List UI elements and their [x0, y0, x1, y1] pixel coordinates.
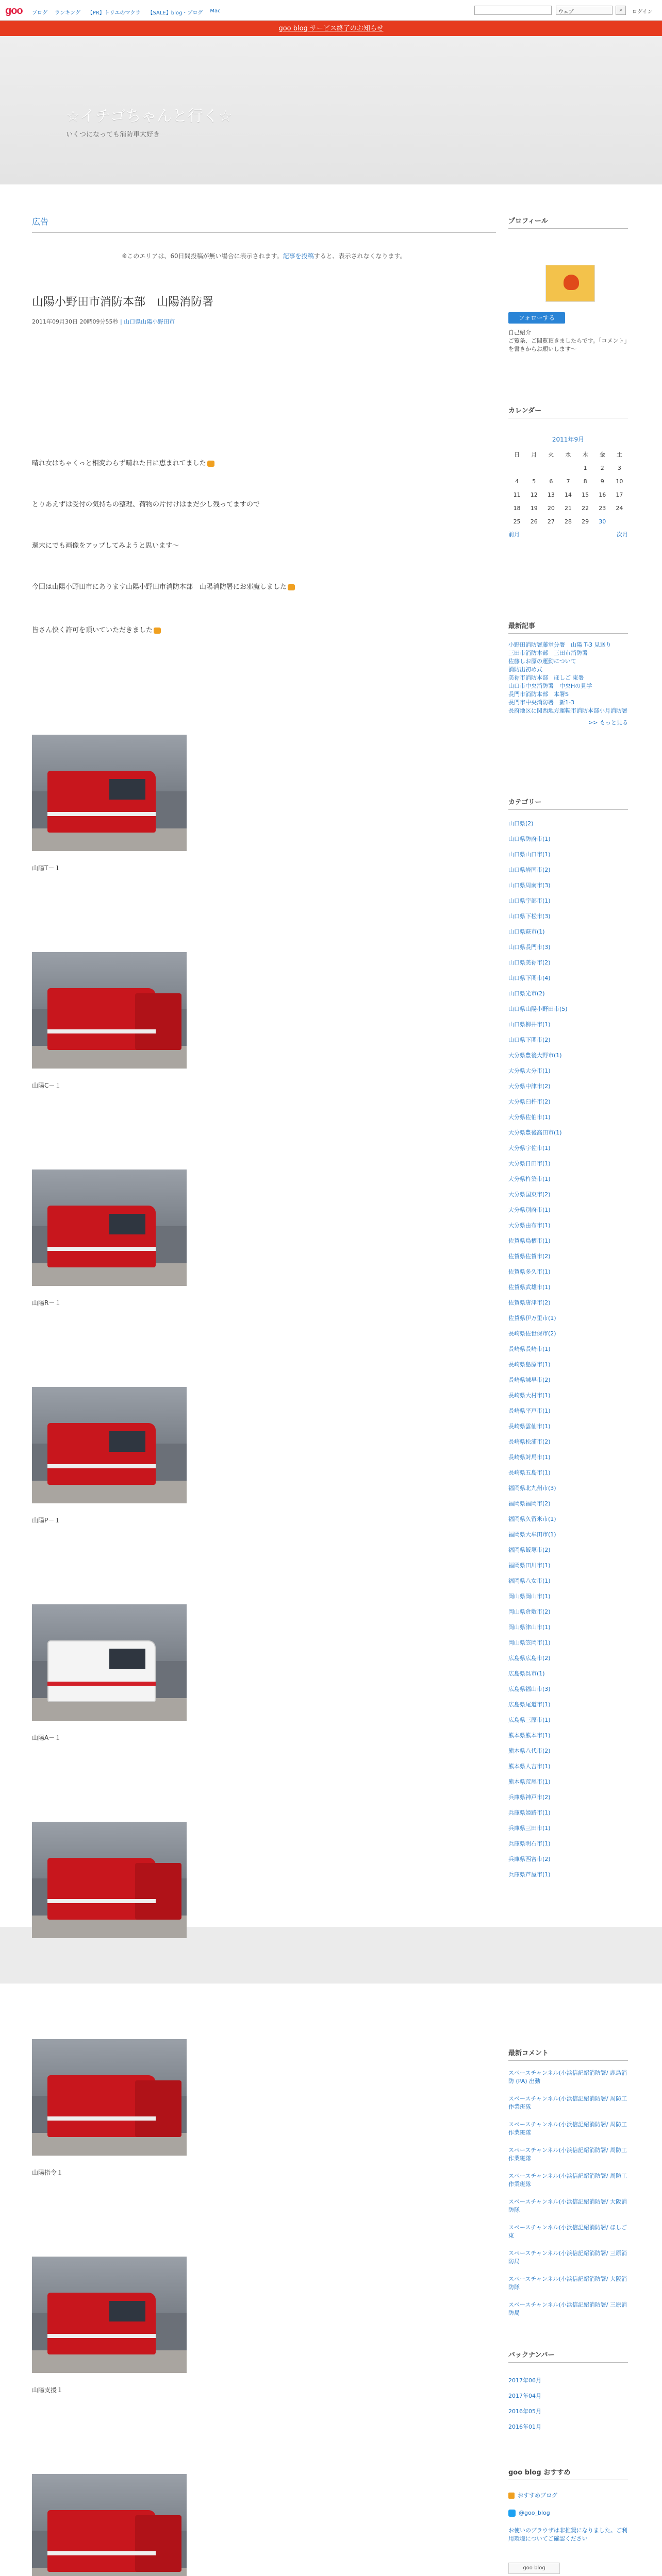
follow-button[interactable]: フォローする: [508, 312, 565, 324]
top-link-blog[interactable]: ブログ: [32, 10, 47, 16]
recent-comment-link[interactable]: スペースチャンネル(小浜信記紹消防署/ 大阪消防隊: [508, 2198, 627, 2213]
category-link[interactable]: 大分県豊後大野市(1): [508, 1052, 562, 1059]
calendar-day: 25: [513, 518, 521, 525]
category-link[interactable]: 大分県日田市(1): [508, 1160, 551, 1167]
sidebar: [508, 215, 628, 2571]
browser-note-link[interactable]: お使いのブラウザは非推奨になりました。ご利用環境についてご確認ください: [508, 2527, 627, 2542]
photo-sanyo-t1[interactable]: [32, 735, 187, 851]
photo-sanyo-disaster[interactable]: [32, 2474, 187, 2576]
twitter-link[interactable]: @goo_blog: [519, 2510, 550, 2516]
category-link[interactable]: 兵庫県芦屋市(1): [508, 1871, 551, 1878]
emoji-icon: [154, 628, 161, 634]
category-link[interactable]: 山口県宇部市(1): [508, 897, 551, 904]
category-link[interactable]: 大分県中津市(2): [508, 1083, 551, 1090]
backnumber-heading: バックナンバー: [508, 2349, 628, 2363]
category-link[interactable]: 長崎県五島市(1): [508, 1469, 551, 1476]
calendar-day: 24: [616, 504, 623, 512]
ad-heading: 広告: [32, 215, 496, 233]
photo-caption: 山陽指令１: [32, 2169, 63, 2176]
calendar-day: [525, 461, 542, 474]
calendar-day: 27: [547, 518, 555, 525]
main-column: [32, 215, 496, 326]
category-link[interactable]: 長崎県雲仙市(1): [508, 1423, 551, 1430]
calendar-day: [559, 461, 576, 474]
recent-comment-link[interactable]: スペースチャンネル(小浜信記紹消防署/ ほしご東: [508, 2224, 627, 2239]
category-link[interactable]: 山口県光市(2): [508, 990, 545, 997]
category-link[interactable]: 大分県大分市(1): [508, 1067, 551, 1074]
calendar-day: 19: [530, 504, 538, 512]
profile-about: [508, 329, 628, 353]
recent-post-link[interactable]: 小野田消防署藤堂分署 山陽 T-3 見送り: [508, 641, 611, 648]
calendar-day: 23: [599, 504, 606, 512]
recent-comment-link[interactable]: スペースチャンネル(小浜信記紹消防署/ 周防工作業班隊: [508, 2147, 627, 2162]
blog-title[interactable]: ☆イチゴちゃんと行く☆: [66, 107, 233, 125]
service-end-notice-link[interactable]: goo blog サービス終了のお知らせ: [278, 25, 384, 32]
calendar-day: 10: [616, 478, 623, 485]
paragraph-3: 週末にでも画像をアップしてみようと思います〜: [32, 542, 179, 550]
category-link[interactable]: 兵庫県三田市(1): [508, 1825, 551, 1832]
category-link[interactable]: 広島県尾道市(1): [508, 1701, 551, 1708]
category-link[interactable]: 佐賀県伊万里市(1): [508, 1315, 556, 1321]
paragraph-4-text: 今回は山陽小野田市にあります山陽小野田市消防本部 山陽消防署にお邪魔しました: [32, 583, 287, 591]
category-link[interactable]: 長崎県諫早市(2): [508, 1377, 551, 1383]
recent-post-link[interactable]: 山口市中央消防署 中央Hの見学: [508, 683, 592, 689]
category-link[interactable]: 山口県下関市(4): [508, 975, 551, 981]
category-link[interactable]: 大分県臼杵市(2): [508, 1098, 551, 1105]
recent-post-link[interactable]: 長府地区に関西地方運転市消防本部小月消防署: [508, 707, 627, 714]
category-link[interactable]: 長崎県佐世保市(2): [508, 1330, 556, 1337]
category-link[interactable]: 大分県豊後高田市(1): [508, 1129, 562, 1136]
category-link[interactable]: 大分県佐伯市(1): [508, 1114, 551, 1121]
paragraph-5: [32, 624, 161, 634]
profile-avatar[interactable]: [545, 265, 595, 302]
photo-caption: 山陽支援１: [32, 2386, 63, 2394]
calendar-day: 9: [600, 478, 604, 485]
calendar-table: [508, 448, 628, 528]
category-link[interactable]: 佐賀県多久市(1): [508, 1268, 551, 1275]
category-link[interactable]: 岡山県岡山市(1): [508, 1593, 551, 1600]
top-links: [32, 8, 221, 16]
recent-post-link[interactable]: 長門市中央消防署 新1-3: [508, 699, 574, 706]
category-link[interactable]: 山口県長門市(3): [508, 944, 551, 951]
category-link[interactable]: 岡山県津山市(1): [508, 1624, 551, 1631]
category-link[interactable]: 長崎県松浦市(2): [508, 1438, 551, 1445]
service-notice-bar: [0, 21, 662, 36]
category-link[interactable]: 佐賀県佐賀市(2): [508, 1253, 551, 1260]
category-link[interactable]: 熊本県熊本市(1): [508, 1732, 551, 1739]
calendar-day: 26: [530, 518, 538, 525]
calendar: [508, 435, 628, 538]
recent-comment-link[interactable]: スペースチャンネル(小浜信記紹消防署/ 周防工作業班隊: [508, 2173, 627, 2188]
category-link[interactable]: 佐賀県唐津市(2): [508, 1299, 551, 1306]
calendar-day: 22: [582, 504, 589, 512]
category-link[interactable]: 広島県三原市(1): [508, 1717, 551, 1723]
category-link[interactable]: 山口県山口市(1): [508, 851, 551, 858]
category-link[interactable]: 熊本県八代市(2): [508, 1748, 551, 1754]
top-link-sale[interactable]: 【SALE】blog・ブログ: [147, 10, 203, 16]
recent-comment-link[interactable]: スペースチャンネル(小浜信記紹消防署/ 周防工作業班隊: [508, 2121, 627, 2136]
calendar-day: 15: [582, 491, 589, 498]
category-link[interactable]: 山口県周南市(3): [508, 882, 551, 889]
backnumber-link[interactable]: 2017年04月: [508, 2393, 541, 2399]
calendar-weekday: 木: [582, 451, 588, 458]
photo-sanyo-support1[interactable]: [32, 2257, 187, 2373]
calendar-weekday: 日: [514, 451, 520, 458]
blog-description: いくつになっても消防車大好き: [66, 131, 160, 139]
category-link[interactable]: 広島県呉市(1): [508, 1670, 545, 1677]
calendar-day: 28: [564, 518, 572, 525]
top-link-ranking[interactable]: ランキング: [55, 10, 80, 16]
recent-comment-link[interactable]: スペースチャンネル(小浜信記紹消防署/ 大阪消防隊: [508, 2276, 627, 2291]
search-icon: ⌕: [619, 7, 622, 13]
paragraph-1-text: 晴れ女はちゃくっと相変わらず晴れた日に恵まれてました: [32, 460, 206, 467]
category-link[interactable]: 広島県福山市(3): [508, 1686, 551, 1692]
photo-sanyo-p1[interactable]: [32, 1387, 187, 1503]
top-search-input[interactable]: [474, 6, 552, 15]
recent-post-link[interactable]: 長門市消防本部 本署S: [508, 691, 569, 698]
photo-sanyo-c1[interactable]: [32, 952, 187, 1069]
emoji-icon: [207, 461, 214, 467]
profile-about-text: ご覧条、ご閲覧頂きましたらです。「コメント」を書きからお願いします〜: [508, 337, 627, 352]
category-heading: カテゴリー: [508, 796, 628, 810]
recent-comment-link[interactable]: スペースチャンネル(小浜信記紹消防署/ 鹿島消防 (PA) 出動: [508, 2070, 627, 2084]
recommend-section: [508, 2492, 628, 2543]
category-link[interactable]: 山口県防府市(1): [508, 836, 551, 842]
post-article-link[interactable]: 記事を投稿: [283, 252, 314, 260]
calendar-day: 2: [600, 464, 604, 471]
photo-truck[interactable]: [32, 1822, 187, 1938]
paragraph-1: [32, 457, 214, 467]
photo-caption: 山陽T－１: [32, 865, 61, 872]
recommend-heading: goo blog おすすめ: [508, 2467, 628, 2480]
photo-caption: 山陽P－１: [32, 1517, 61, 1524]
category-link[interactable]: 長崎県島原市(1): [508, 1361, 551, 1368]
category-link[interactable]: 兵庫県神戸市(2): [508, 1794, 551, 1801]
calendar-day: 14: [564, 491, 572, 498]
post-category-link[interactable]: 山口県山陽小野田市: [124, 318, 175, 325]
calendar-day: 20: [547, 504, 555, 512]
category-link[interactable]: 熊本県荒尾市(1): [508, 1778, 551, 1785]
category-link[interactable]: 兵庫県明石市(1): [508, 1840, 551, 1847]
calendar-day: 1: [583, 464, 587, 471]
recent-posts-list: [508, 641, 628, 726]
category-link[interactable]: 大分県由布市(1): [508, 1222, 551, 1229]
photo-caption: 山陽R－１: [32, 1299, 61, 1307]
star-icon: [508, 2493, 515, 2499]
fire-icon: [564, 275, 579, 290]
post-title[interactable]: 山陽小野田市消防本部 山陽消防署: [32, 296, 214, 309]
calendar-prev-link[interactable]: 前月: [508, 531, 520, 538]
category-link[interactable]: 熊本県人吉市(1): [508, 1763, 551, 1770]
category-link[interactable]: 長崎県大村市(1): [508, 1392, 551, 1399]
recent-post-link[interactable]: 三田市消防本部 三田市消防署: [508, 650, 588, 656]
calendar-day: 3: [617, 464, 621, 471]
photo-caption: 山陽A－１: [32, 1734, 61, 1741]
login-link[interactable]: ログイン: [632, 9, 653, 15]
post-date: 2011年09月30日 20時09分55秒: [32, 318, 119, 325]
calendar-day: [611, 515, 628, 528]
top-navigation-bar: [0, 0, 662, 21]
photo-caption: 山陽C－１: [32, 1082, 61, 1089]
recent-post-link[interactable]: 消防出初め式: [508, 666, 542, 673]
top-link-pr[interactable]: 【PR】トリエのマクラ: [87, 10, 141, 16]
backnumber-link[interactable]: 2016年01月: [508, 2424, 541, 2430]
backnumber-list: [508, 2373, 628, 2435]
category-link[interactable]: 山口県岩国市(2): [508, 867, 551, 873]
calendar-day: 17: [616, 491, 623, 498]
recent-posts-heading: 最新記事: [508, 620, 628, 634]
category-link[interactable]: 山口県下松市(3): [508, 913, 551, 920]
calendar-next-link[interactable]: 次月: [617, 531, 628, 538]
calendar-weekday: 月: [531, 451, 537, 458]
calendar-day: 16: [599, 491, 606, 498]
recent-comments-heading: 最新コメント: [508, 2047, 628, 2061]
category-link[interactable]: 広島県広島市(2): [508, 1655, 551, 1662]
category-link[interactable]: 大分県国東市(2): [508, 1191, 551, 1198]
category-link[interactable]: 岡山県倉敷市(2): [508, 1608, 551, 1615]
category-link[interactable]: 山口県柳井市(1): [508, 1021, 551, 1028]
category-link[interactable]: 佐賀県鳥栖市(1): [508, 1238, 551, 1244]
search-type-select[interactable]: ウェブ: [556, 6, 613, 15]
blog-header: [0, 36, 662, 184]
recent-comment-link[interactable]: スペースチャンネル(小浜信記紹消防署/ 三原消防局: [508, 2301, 627, 2316]
category-link[interactable]: 福岡県田川市(1): [508, 1562, 551, 1569]
calendar-day: 7: [566, 478, 570, 485]
paragraph-5-text: 皆さん快く許可を頂いていただきました: [32, 626, 153, 634]
ad-note-before: ※このエリアは、60日間投稿が無い場合に表示されます。: [122, 252, 283, 260]
emoji-icon: [288, 584, 295, 590]
category-link[interactable]: 長崎県長崎市(1): [508, 1346, 551, 1352]
recommend-blog-link[interactable]: おすすめブログ: [518, 2492, 558, 2499]
category-link[interactable]: 大分県杵築市(1): [508, 1176, 551, 1182]
calendar-day: 6: [549, 478, 553, 485]
recent-comment-link[interactable]: スペースチャンネル(小浜信記紹消防署/ 周防工作業班隊: [508, 2095, 627, 2110]
category-link[interactable]: 兵庫県西宮市(2): [508, 1856, 551, 1862]
ad-note-after: すると、表示されなくなります。: [313, 252, 406, 260]
recent-comment-link[interactable]: スペースチャンネル(小浜信記紹消防署/ 三原消防局: [508, 2250, 627, 2265]
calendar-month[interactable]: 2011年9月: [552, 436, 585, 443]
profile-about-label: 自己紹介: [508, 329, 531, 336]
calendar-day: 8: [583, 478, 587, 485]
category-link[interactable]: 大分県宇佐市(1): [508, 1145, 551, 1151]
category-link[interactable]: 福岡県北九州市(3): [508, 1485, 556, 1492]
category-link[interactable]: 山口県山陽小野田市(5): [508, 1006, 568, 1012]
backnumber-link[interactable]: 2016年05月: [508, 2408, 541, 2415]
category-link[interactable]: 福岡県飯塚市(2): [508, 1547, 551, 1553]
category-link[interactable]: 佐賀県武雄市(1): [508, 1284, 551, 1291]
category-link[interactable]: 山口県美祢市(2): [508, 959, 551, 966]
search-button[interactable]: [616, 6, 626, 15]
calendar-heading: カレンダー: [508, 405, 628, 418]
calendar-day: 12: [530, 491, 538, 498]
recent-post-link[interactable]: 佐藤しお原の運動について: [508, 658, 576, 665]
ad-note: [32, 251, 496, 260]
twitter-item[interactable]: [508, 2509, 628, 2517]
photo-sanyo-command1[interactable]: [32, 2039, 187, 2156]
calendar-day: [508, 461, 525, 474]
category-link[interactable]: 兵庫県姫路市(1): [508, 1809, 551, 1816]
post-meta: 2011年09月30日 20時09分55秒 | 山口県山陽小野田市: [32, 318, 175, 325]
recent-more-link[interactable]: >> もっと見る: [588, 719, 628, 726]
goo-logo[interactable]: goo: [5, 5, 23, 16]
calendar-nav: [508, 530, 628, 538]
photo-sanyo-a1[interactable]: [32, 1604, 187, 1721]
category-link[interactable]: 長崎県平戸市(1): [508, 1408, 551, 1414]
calendar-weekday: 水: [565, 451, 571, 458]
category-link[interactable]: 福岡県久留米市(1): [508, 1516, 556, 1522]
category-link[interactable]: 大分県別府市(1): [508, 1207, 551, 1213]
calendar-weekday: 土: [616, 451, 622, 458]
calendar-day: 4: [515, 478, 519, 485]
backnumber-link[interactable]: 2017年06月: [508, 2377, 541, 2384]
paragraph-4: [32, 581, 295, 591]
calendar-day: 13: [547, 491, 555, 498]
recent-post-link[interactable]: 美祢市消防本部 ほしご 東署: [508, 674, 584, 681]
recent-comments-list: [508, 2069, 628, 2327]
calendar-day: [542, 461, 559, 474]
calendar-weekday: 火: [548, 451, 554, 458]
calendar-day: 18: [513, 504, 521, 512]
category-link[interactable]: 山口県下関市(2): [508, 1037, 551, 1043]
category-link[interactable]: 岡山県笠岡市(1): [508, 1639, 551, 1646]
calendar-day: 5: [532, 478, 536, 485]
category-link[interactable]: 山口県(2): [508, 820, 534, 827]
category-link[interactable]: 長崎県対馬市(1): [508, 1454, 551, 1461]
category-list: [508, 816, 628, 1883]
profile-heading: プロフィール: [508, 215, 628, 229]
calendar-day-link[interactable]: 30: [599, 518, 606, 525]
goo-blog-badge[interactable]: goo blog: [508, 2563, 560, 2574]
calendar-day: 11: [513, 491, 521, 498]
calendar-day: 29: [582, 518, 589, 525]
top-link-mac[interactable]: Mac: [210, 8, 221, 14]
category-link[interactable]: 福岡県八女市(1): [508, 1578, 551, 1584]
category-link[interactable]: 山口県萩市(1): [508, 928, 545, 935]
calendar-day: 21: [564, 504, 572, 512]
calendar-weekday: 金: [599, 451, 605, 458]
paragraph-2: とりあえずは受付の気持ちの整理、荷物の片付けはまだ少し残ってますので: [32, 501, 260, 509]
category-link[interactable]: 福岡県大牟田市(1): [508, 1531, 556, 1538]
recommend-item[interactable]: [508, 2492, 628, 2500]
twitter-icon: [508, 2510, 516, 2517]
photo-sanyo-r1[interactable]: [32, 1170, 187, 1286]
category-link[interactable]: 福岡県福岡市(2): [508, 1500, 551, 1507]
